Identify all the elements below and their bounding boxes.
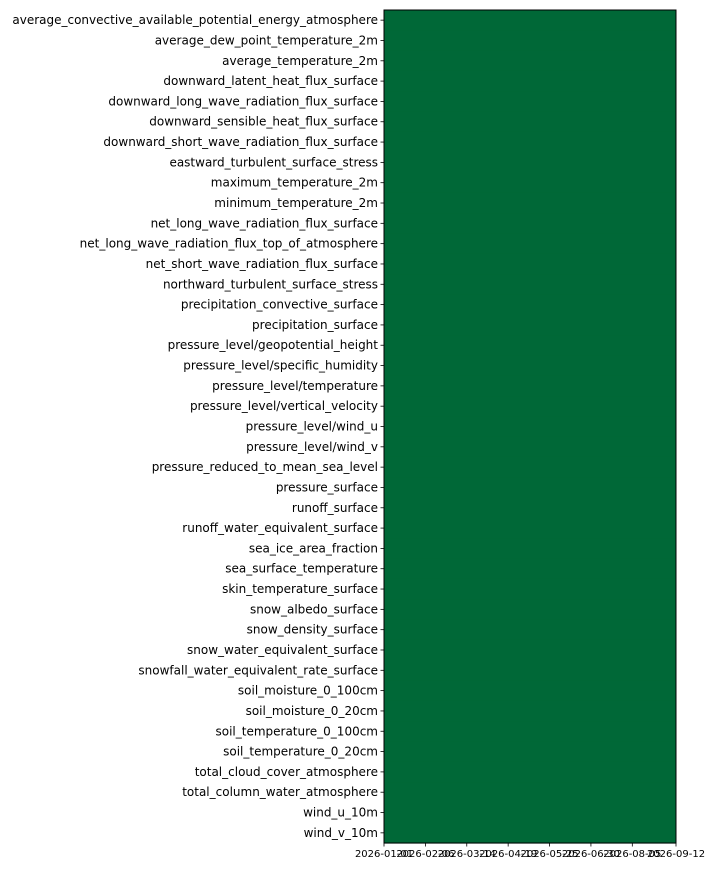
heatmap-cell-38 xyxy=(384,782,676,803)
y-tick-label: net_long_wave_radiation_flux_top_of_atmosphere xyxy=(79,236,378,251)
y-tick-label: average_convective_available_potential_energy_atmosphere xyxy=(12,13,378,28)
y-tick-label: pressure_reduced_to_mean_sea_level xyxy=(151,460,378,475)
heatmap-cell-1 xyxy=(384,30,676,51)
heatmap-cell-8 xyxy=(384,173,676,194)
y-tick-label: sea_surface_temperature xyxy=(225,561,378,576)
heatmap-cell-18 xyxy=(384,376,676,397)
y-tick-label: snowfall_water_equivalent_rate_surface xyxy=(138,663,378,678)
y-tick-label: runoff_surface xyxy=(291,500,378,515)
heatmap-cell-36 xyxy=(384,741,676,762)
heatmap-cell-29 xyxy=(384,599,676,620)
heatmap-cell-39 xyxy=(384,802,676,823)
x-axis xyxy=(355,843,705,860)
y-tick-label: downward_sensible_heat_flux_surface xyxy=(149,114,378,129)
y-tick-label: total_column_water_atmosphere xyxy=(182,785,378,800)
y-tick-label: precipitation_convective_surface xyxy=(180,297,378,312)
heatmap-cell-37 xyxy=(384,762,676,783)
heatmap-cell-33 xyxy=(384,680,676,701)
plot-area xyxy=(384,10,676,844)
y-tick-label: soil_moisture_0_100cm xyxy=(237,683,378,698)
y-tick-label: snow_density_surface xyxy=(246,622,378,637)
heatmap-cell-32 xyxy=(384,660,676,681)
y-tick-label: eastward_turbulent_surface_stress xyxy=(169,155,378,170)
heatmap-cell-30 xyxy=(384,620,676,641)
y-tick-label: net_short_wave_radiation_flux_surface xyxy=(145,256,378,271)
x-tick-label: 2026-09-12 xyxy=(646,849,706,860)
x-tick-label: 2026-02-06 xyxy=(396,849,455,860)
y-tick-label: pressure_level/vertical_velocity xyxy=(189,399,378,414)
x-tick-label: 2026-01-01 xyxy=(354,849,414,860)
heatmap-cell-22 xyxy=(384,457,676,478)
heatmap-cell-2 xyxy=(384,51,676,72)
heatmap-cell-5 xyxy=(384,112,676,133)
y-tick-label: downward_long_wave_radiation_flux_surface xyxy=(108,94,378,109)
y-tick-label: precipitation_surface xyxy=(252,317,378,332)
y-tick-label: wind_u_10m xyxy=(303,805,378,820)
heatmap-cell-31 xyxy=(384,640,676,661)
y-tick-label: maximum_temperature_2m xyxy=(210,175,378,190)
heatmap-cell-17 xyxy=(384,355,676,376)
y-tick-label: soil_temperature_0_100cm xyxy=(215,724,378,739)
y-tick-label: minimum_temperature_2m xyxy=(214,196,378,211)
y-tick-label: soil_temperature_0_20cm xyxy=(223,744,378,759)
heatmap-cell-9 xyxy=(384,193,676,214)
y-tick-label: snow_albedo_surface xyxy=(249,602,378,617)
y-tick-label: downward_short_wave_radiation_flux_surface xyxy=(103,135,378,150)
y-tick-label: downward_latent_heat_flux_surface xyxy=(163,74,378,89)
y-tick-label: northward_turbulent_surface_stress xyxy=(162,277,378,292)
y-tick-label: net_long_wave_radiation_flux_surface xyxy=(150,216,378,231)
heatmap-cell-24 xyxy=(384,498,676,519)
heatmap-cell-25 xyxy=(384,518,676,539)
heatmap-cell-7 xyxy=(384,152,676,173)
heatmap-cell-0 xyxy=(384,10,676,31)
heatmap-cell-15 xyxy=(384,315,676,336)
y-tick-label: runoff_water_equivalent_surface xyxy=(182,521,378,536)
y-tick-label: wind_v_10m xyxy=(303,825,378,840)
x-tick-label: 2026-06-30 xyxy=(561,849,620,860)
y-tick-label: pressure_level/specific_humidity xyxy=(183,358,378,373)
heatmap-cell-4 xyxy=(384,91,676,112)
heatmap-cell-20 xyxy=(384,416,676,437)
y-tick-label: snow_water_equivalent_surface xyxy=(187,642,378,657)
y-tick-label: pressure_level/wind_u xyxy=(245,419,378,434)
y-tick-label: average_temperature_2m xyxy=(222,53,378,68)
heatmap-cell-34 xyxy=(384,701,676,722)
y-tick-label: pressure_level/geopotential_height xyxy=(167,338,378,353)
heatmap-cell-6 xyxy=(384,132,676,153)
heatmap-cell-16 xyxy=(384,335,676,356)
heatmap-cell-10 xyxy=(384,213,676,234)
heatmap-cell-19 xyxy=(384,396,676,417)
x-tick-label: 2026-03-14 xyxy=(437,849,496,860)
y-tick-label: skin_temperature_surface xyxy=(222,582,378,597)
y-tick-label: pressure_level/wind_v xyxy=(246,439,378,454)
heatmap-cell-27 xyxy=(384,559,676,580)
heatmap-cell-40 xyxy=(384,823,676,844)
y-tick-label: average_dew_point_temperature_2m xyxy=(154,33,378,48)
heatmap-cell-28 xyxy=(384,579,676,600)
heatmap-cell-23 xyxy=(384,477,676,498)
y-tick-label: pressure_level/temperature xyxy=(212,378,378,393)
heatmap-cell-14 xyxy=(384,294,676,315)
heatmap-cell-13 xyxy=(384,274,676,295)
y-axis xyxy=(12,13,384,840)
x-tick-label: 2026-04-19 xyxy=(479,849,538,860)
y-tick-label: soil_moisture_0_20cm xyxy=(245,703,378,718)
x-tick-label: 2026-08-05 xyxy=(603,849,662,860)
x-tick-label: 2026-05-25 xyxy=(520,849,579,860)
heatmap-cell-11 xyxy=(384,233,676,254)
y-tick-label: pressure_surface xyxy=(275,480,378,495)
heatmap-cell-3 xyxy=(384,71,676,92)
heatmap-cell-35 xyxy=(384,721,676,742)
heatmap-cell-26 xyxy=(384,538,676,559)
heatmap-cell-12 xyxy=(384,254,676,275)
y-tick-label: sea_ice_area_fraction xyxy=(248,541,378,556)
y-tick-label: total_cloud_cover_atmosphere xyxy=(194,764,378,779)
heatmap-cell-21 xyxy=(384,437,676,458)
